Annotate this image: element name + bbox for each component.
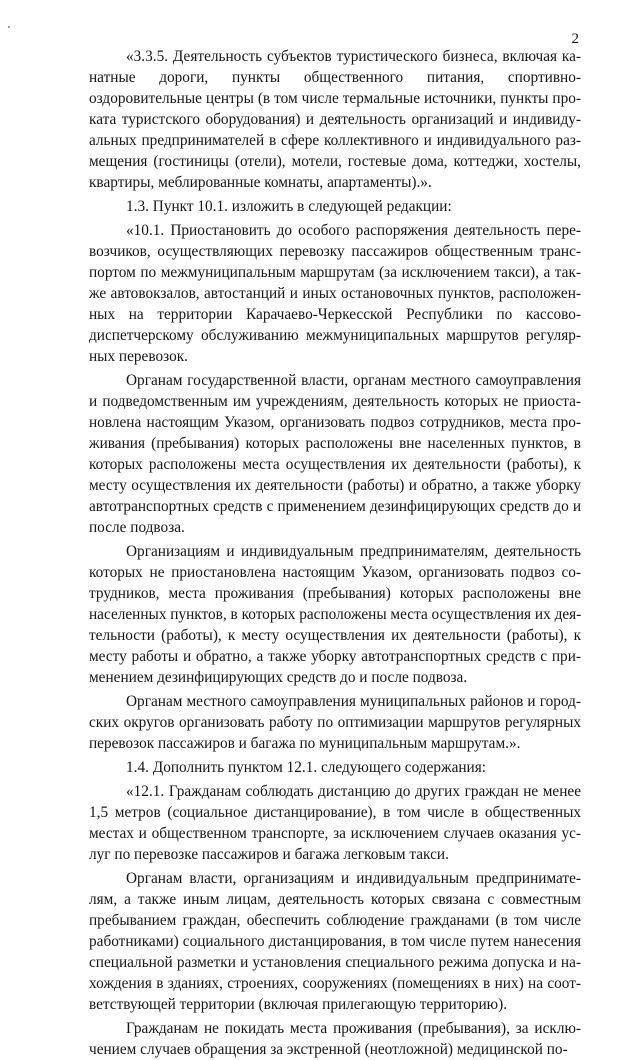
text-line: ных перевозок. xyxy=(89,348,188,365)
text-line: менением дезинфицирующих средств до и после подвоза. xyxy=(89,669,468,686)
scan-speck xyxy=(8,26,10,28)
text-line: Органам местного самоуправления муниципальных районов и город- xyxy=(126,693,581,710)
text-line: мещения (гостиницы (отели), мотели, гостевые дома, коттеджи, хостелы, xyxy=(89,153,581,170)
paragraph-p6 xyxy=(89,691,581,754)
text-line: 1.3. Пункт 10.1. изложить в следующей редакции: xyxy=(126,198,452,215)
text-line: возчиков, осуществляющих перевозку пассажиров общественным транс- xyxy=(89,243,581,260)
paragraph-p1 xyxy=(89,46,581,193)
text-line: перевозок пассажиров и багажа по муниципальным маршрутам.». xyxy=(89,735,521,752)
paragraph-p2 xyxy=(89,196,581,217)
text-line: Органам государственной власти, органам местного самоуправления xyxy=(126,372,581,389)
text-line: луг по перевозке пассажиров и багажа легковым такси. xyxy=(89,846,449,863)
text-line: месту осуществления их деятельности (работы) и обратно, а также уборку xyxy=(89,477,581,494)
text-line: «3.3.5. Деятельность субъектов туристического бизнеса, включая ка- xyxy=(126,48,581,65)
text-line: ских округов организовать работу по оптимизации маршрутов регулярных xyxy=(89,714,581,731)
text-line: которых расположены места осуществления их деятельности (работы), к xyxy=(89,456,581,473)
text-line: диспетчерскому обслуживанию межмуниципальных маршрутов регуляр- xyxy=(89,327,581,344)
text-line: Гражданам не покидать места проживания (пребывания), за исклю- xyxy=(126,1020,581,1037)
text-line: месту работы и обратно, а также уборку автотранспортных средств с при- xyxy=(89,648,581,665)
text-line: чением случаев обращения за экстренной (неотложной) медицинской по- xyxy=(89,1041,568,1058)
text-line: специальной разметки и установления специального режима допуска и на- xyxy=(89,954,581,971)
text-line: трудников, места проживания (пребывания) которых расположены вне xyxy=(89,585,581,602)
text-line: тельности (работы), к месту осуществления их деятельности (работы), к xyxy=(89,627,581,644)
text-line: оздоровительные центры (в том числе термальные источники, пункты про- xyxy=(89,90,581,107)
text-line: 1.4. Дополнить пунктом 12.1. следующего содержания: xyxy=(126,759,487,776)
text-line: квартиры, меблированные комнаты, апартаменты).». xyxy=(89,174,432,191)
text-line: «12.1. Гражданам соблюдать дистанцию до других граждан не менее xyxy=(126,783,581,800)
text-line: после подвоза. xyxy=(89,519,185,536)
text-line: ветствующей территории (включая прилегающую территорию). xyxy=(89,996,508,1013)
text-line: новлена настоящим Указом, организовать подвоз сотрудников, места про- xyxy=(89,414,581,431)
paragraph-p3 xyxy=(89,220,581,367)
text-line: 1,5 метров (социальное дистанцирование), в том числе в общественных xyxy=(89,804,581,821)
paragraph-p9 xyxy=(89,868,581,1015)
text-line: пребыванием граждан, обеспечить соблюдение гражданами (в том числе xyxy=(89,912,581,929)
text-line: которых не приостановлена настоящим Указом, организовать подвоз со- xyxy=(89,564,581,581)
text-line: местах и общественном транспорте, за исключением случаев оказания ус- xyxy=(89,825,581,842)
text-line: «10.1. Приостановить до особого распоряжения деятельность пере- xyxy=(126,222,581,239)
text-line: Организациям и индивидуальным предпринимателям, деятельность xyxy=(126,543,581,560)
paragraph-p7 xyxy=(89,757,581,778)
text-line: альных предпринимателей в сфере коллективного и индивидуального раз- xyxy=(89,132,581,149)
text-line: лям, а также иным лицам, деятельность которых связана с совместным xyxy=(89,891,581,908)
text-line: ката туристского оборудования) и деятельность организаций и индивиду- xyxy=(89,111,581,128)
paragraph-p4 xyxy=(89,370,581,538)
paragraph-p8 xyxy=(89,781,581,865)
paragraph-p5 xyxy=(89,541,581,688)
page-number: 2 xyxy=(571,31,579,47)
text-line: и подведомственным им учреждениям, деятельность которых не приоста- xyxy=(89,393,581,410)
paragraph-p10 xyxy=(89,1018,581,1060)
text-line: работниками) социального дистанцирования, в том числе путем нанесения xyxy=(89,933,581,950)
text-line: хождения в зданиях, строениях, сооружениях (помещениях в них) на соот- xyxy=(89,975,581,992)
document-body xyxy=(89,46,581,1060)
text-line: автотранспортных средств с применением дезинфицирующих средств до и xyxy=(89,498,581,515)
text-line: натные дороги, пункты общественного питания, спортивно- xyxy=(89,69,581,86)
text-line: живания (пребывания) которых расположены вне населенных пунктов, в xyxy=(89,435,581,452)
text-line: же автовокзалов, автостанций и иных остановочных пунктов, расположен- xyxy=(89,285,581,302)
text-line: Органам власти, организациям и индивидуальным предпринимате- xyxy=(126,870,581,887)
text-line: портом по межмуниципальным маршрутам (за исключением такси), а так- xyxy=(89,264,581,281)
text-line: населенных пунктов, в которых расположены места осуществления их дея- xyxy=(89,606,582,623)
text-line: ных на территории Карачаево-Черкесской Республики по кассово- xyxy=(89,306,581,323)
